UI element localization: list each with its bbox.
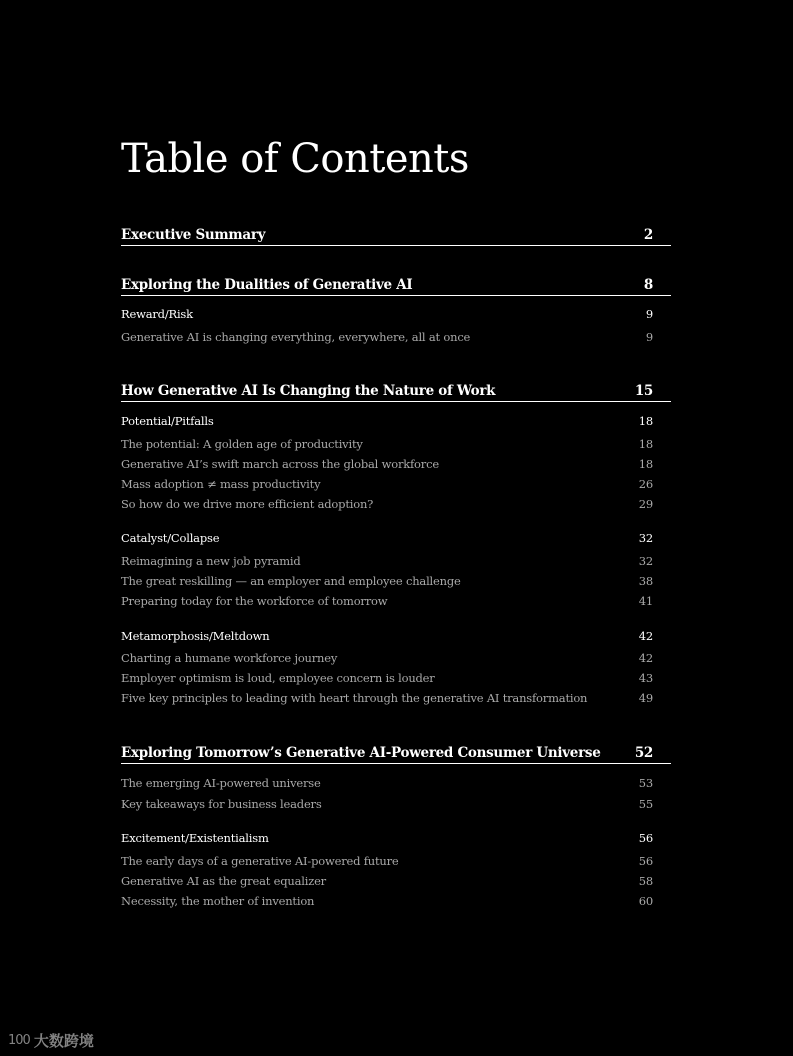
toc-entry[interactable] [121,477,653,491]
toc-subhead-excitement-existentialism[interactable] [121,831,653,845]
toc-subhead-page: 42 [638,629,653,643]
toc-entry[interactable] [121,457,653,471]
toc-entry-page: 55 [638,797,653,811]
page-title: Table of Contents [121,136,469,182]
toc-entry-label: Key takeaways for business leaders [121,797,322,811]
toc-section-consumer-universe[interactable] [121,744,671,764]
toc-entry-label: The emerging AI-powered universe [121,776,321,790]
toc-section-page: 52 [634,745,653,761]
toc-entry-page: 60 [638,894,653,908]
toc-entry[interactable] [121,330,653,344]
toc-entry-label: Employer optimism is loud, employee concern is louder [121,671,435,685]
toc-entry[interactable] [121,671,653,685]
toc-entry[interactable] [121,894,653,908]
toc-subhead-reward-risk[interactable] [121,307,653,321]
toc-section-page: 8 [643,277,653,293]
toc-entry[interactable] [121,874,653,888]
toc-entry-label: So how do we drive more efficient adoption? [121,497,374,511]
toc-subhead-page: 9 [645,307,653,321]
toc-entry[interactable] [121,437,653,451]
toc-entry-page: 43 [638,671,653,685]
toc-entry-page: 38 [638,574,653,588]
toc-subhead-label: Reward/Risk [121,307,193,321]
toc-subhead-label: Catalyst/Collapse [121,531,220,545]
toc-subhead-potential-pitfalls[interactable] [121,414,653,428]
toc-entry-page: 18 [638,437,653,451]
toc-entry-page: 56 [638,854,653,868]
toc-entry[interactable] [121,776,653,790]
toc-entry-label: Mass adoption ≠ mass productivity [121,477,321,491]
toc-entry-label: Five key principles to leading with heart through the generative AI transformation [121,691,588,705]
toc-entry-page: 18 [638,457,653,471]
toc-section-label: Exploring Tomorrow’s Generative AI-Powered Consumer Universe [121,745,601,761]
toc-entry[interactable] [121,854,653,868]
toc-entry-page: 9 [645,330,653,344]
toc-entry-label: Preparing today for the workforce of tomorrow [121,594,388,608]
toc-entry-page: 42 [638,651,653,665]
toc-subhead-label: Potential/Pitfalls [121,414,214,428]
toc-entry-label: Reimagining a new job pyramid [121,554,301,568]
toc-entry[interactable] [121,497,653,511]
watermark [8,1030,94,1051]
toc-entry[interactable] [121,554,653,568]
toc-subhead-label: Metamorphosis/Meltdown [121,629,270,643]
toc-entry-label: The early days of a generative AI-powered future [121,854,399,868]
toc-entry[interactable] [121,797,653,811]
toc-section-executive-summary[interactable] [121,226,671,246]
toc-section-page: 2 [643,227,653,243]
toc-entry-label: Generative AI as the great equalizer [121,874,326,888]
toc-entry-label: The great reskilling — an employer and employee challenge [121,574,461,588]
toc-entry-page: 29 [638,497,653,511]
toc-section-page: 15 [634,383,653,399]
toc-entry-page: 58 [638,874,653,888]
toc-entry-label: Charting a humane workforce journey [121,651,338,665]
toc-entry[interactable] [121,594,653,608]
toc-section-nature-of-work[interactable] [121,382,671,402]
toc-entry-label: Generative AI’s swift march across the global workforce [121,457,439,471]
toc-subhead-page: 18 [638,414,653,428]
toc-entry-label: The potential: A golden age of productivity [121,437,363,451]
toc-entry-page: 41 [638,594,653,608]
toc-section-dualities[interactable] [121,276,671,296]
toc-subhead-metamorphosis-meltdown[interactable] [121,629,653,643]
toc-subhead-catalyst-collapse[interactable] [121,531,653,545]
toc-subhead-page: 32 [638,531,653,545]
toc-entry-page: 32 [638,554,653,568]
toc-entry-page: 53 [638,776,653,790]
toc-subhead-page: 56 [638,831,653,845]
toc-section-label: Executive Summary [121,227,266,243]
toc-entry-page: 49 [638,691,653,705]
toc-subhead-label: Excitement/Existentialism [121,831,269,845]
toc-entry-label: Generative AI is changing everything, everywhere, all at once [121,330,471,344]
toc-entry-label: Necessity, the mother of invention [121,894,315,908]
toc-entry[interactable] [121,691,653,705]
toc-entry[interactable] [121,651,653,665]
watermark-logo-icon: 100 [8,1033,30,1048]
watermark-text: 大数跨境 [33,1032,94,1050]
toc-section-label: How Generative AI Is Changing the Nature of Work [121,383,496,399]
toc-entry[interactable] [121,574,653,588]
toc-entry-page: 26 [638,477,653,491]
toc-section-label: Exploring the Dualities of Generative AI [121,277,413,293]
